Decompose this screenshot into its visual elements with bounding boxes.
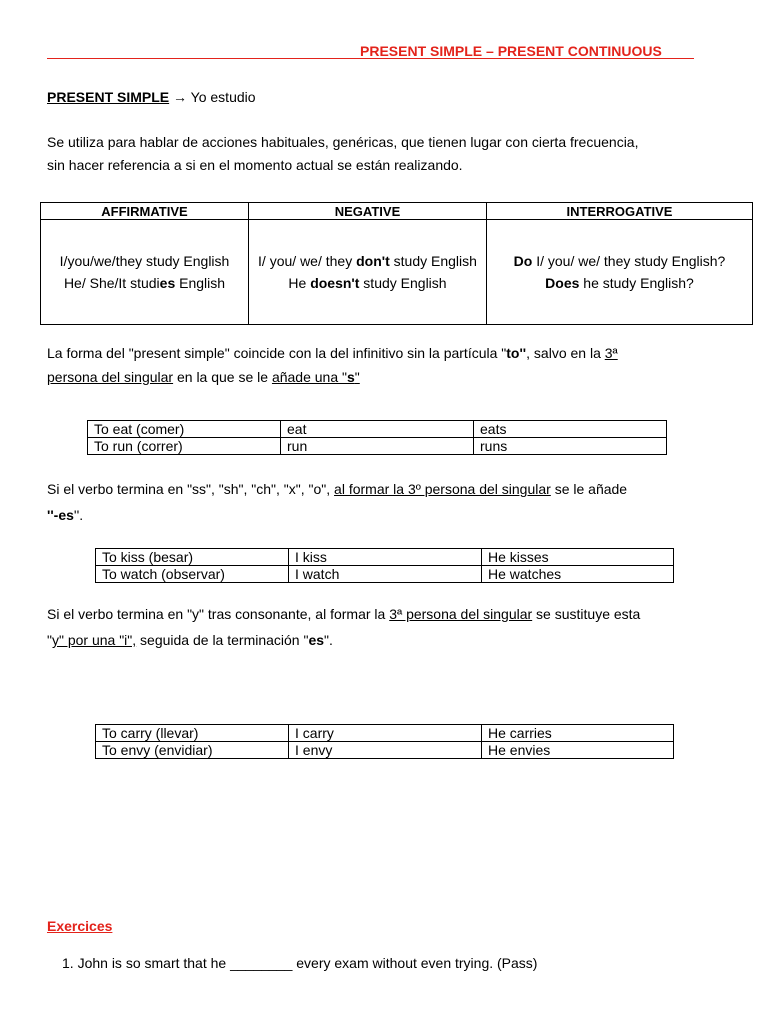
negative-line-2: He doesn't study English [288, 275, 447, 291]
table-row: To run (correr) run runs [88, 438, 667, 455]
verbs-table-kiss-watch [95, 548, 674, 583]
affirmative-cell [41, 220, 249, 325]
rule-infinitive-paragraph: La forma del "present simple" coincide con la del infinitivo sin la partícula "to'', salvo en la 3ª persona del singular en la que se le añade una "s" [47, 345, 618, 385]
negative-cell [249, 220, 487, 325]
table-row: To eat (comer) eat eats [88, 421, 667, 438]
interrogative-cell [487, 220, 753, 325]
usage-line-2: sin hacer referencia a si en el momento actual se están realizando. [47, 157, 463, 173]
document-title: PRESENT SIMPLE – PRESENT CONTINUOUS [360, 43, 662, 59]
verbs-table-carry-envy [95, 724, 674, 759]
header-affirmative: AFFIRMATIVE [41, 203, 249, 220]
table-row: To envy (envidiar) I envy He envies [96, 742, 674, 759]
table-row: To kiss (besar) I kiss He kisses [96, 549, 674, 566]
negative-line-1: I/ you/ we/ they don't study English [258, 253, 477, 269]
usage-line-1: Se utiliza para hablar de acciones habituales, genéricas, que tienen lugar con cierta frecuencia, [47, 134, 639, 150]
table-row: To watch (observar) I watch He watches [96, 566, 674, 583]
interrogative-line-1: Do I/ you/ we/ they study English? [513, 253, 726, 269]
present-simple-translation: Yo estudio [190, 89, 256, 105]
affirmative-line-1: I/you/we/they study English [59, 253, 230, 269]
right-arrow-icon: → [173, 89, 188, 105]
rule-y-paragraph: Si el verbo termina en "y" tras consonante, al formar la 3ª persona del singular se sustituye esta "y" por una "i", seguida de la terminación "es". [47, 606, 641, 648]
affirmative-line-2: He/ She/It studies English [63, 275, 226, 291]
table-row: To carry (llevar) I carry He carries [96, 725, 674, 742]
interrogative-line-2: Does he study English? [545, 275, 694, 291]
present-simple-label: PRESENT SIMPLE [47, 89, 170, 105]
header-negative: NEGATIVE [249, 203, 487, 220]
exercises-heading: Exercices [47, 918, 113, 934]
forms-table-body-row [41, 220, 753, 325]
forms-table [40, 202, 753, 325]
header-interrogative: INTERROGATIVE [487, 203, 753, 220]
exercise-item-1: 1. John is so smart that he ________ every exam without even trying. (Pass) [62, 955, 538, 971]
forms-table-header-row [41, 203, 753, 220]
rule-es-paragraph: Si el verbo termina en "ss", "sh", "ch", "x", "o", al formar la 3º persona del singular se le añade ''-es''. [47, 481, 628, 523]
verbs-table-eat-run [87, 420, 667, 455]
usage-paragraph [47, 131, 737, 177]
section-heading-present-simple [47, 89, 256, 105]
